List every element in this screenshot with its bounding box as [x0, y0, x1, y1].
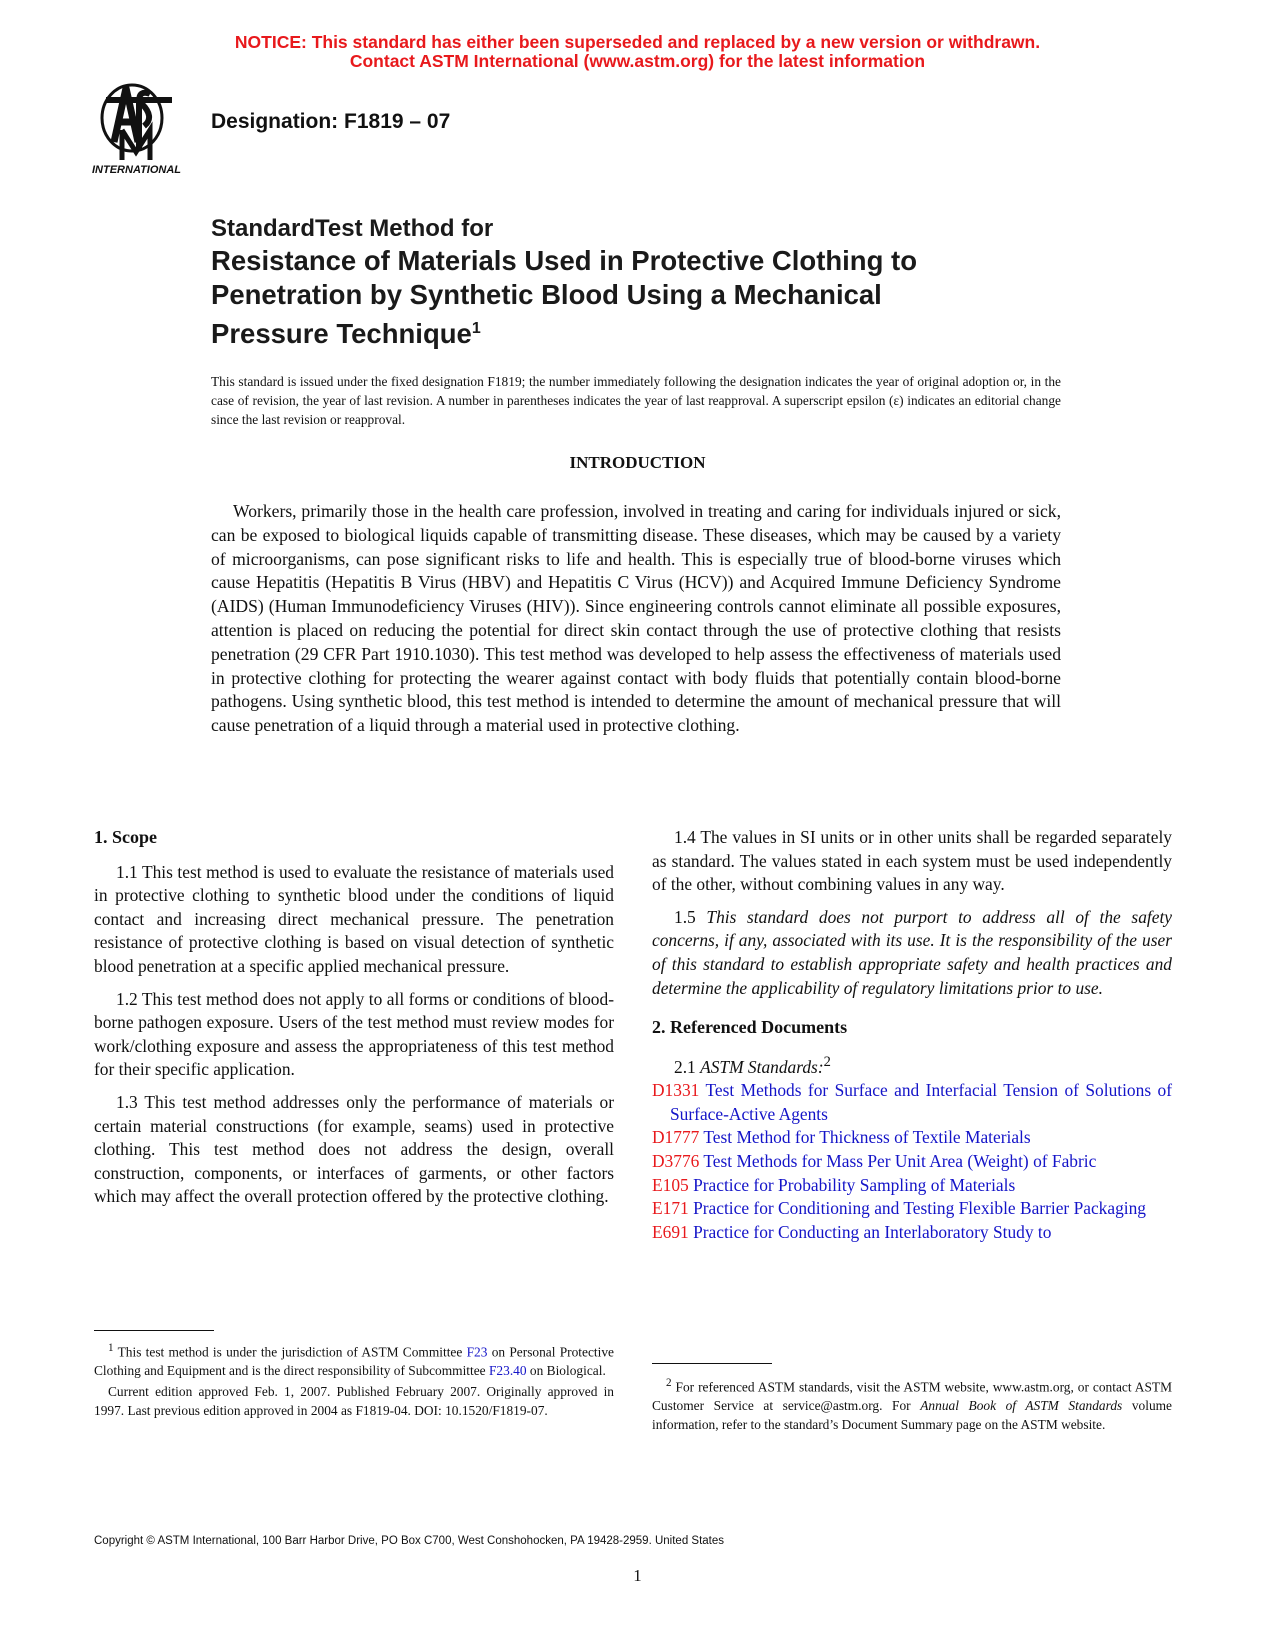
withdrawn-notice	[0, 33, 1275, 71]
title-line-3: Penetration by Synthetic Blood Using a Mechanical	[211, 279, 882, 310]
referenced-documents-heading: 2. Referenced Documents	[652, 1017, 848, 1038]
reference-code[interactable]: D3776	[652, 1150, 700, 1171]
title-line-4: Pressure Technique	[211, 318, 472, 350]
reference-e171[interactable]	[652, 1197, 1172, 1221]
copyright-line: Copyright © ASTM International, 100 Barr Harbor Drive, PO Box C700, West Conshohocken, PA 19428-2959. United States	[94, 1535, 725, 1547]
title-line-1: StandardTest Method for	[211, 215, 494, 242]
footnote-divider-left	[94, 1330, 214, 1331]
footnote-1	[94, 1339, 614, 1422]
document-title	[211, 214, 1111, 351]
reference-d1777[interactable]	[652, 1126, 1172, 1150]
section-1-2: 1.2 This test method does not apply to all forms or conditions of blood-borne pathogen exposure. Users of the test method must review modes for work/clothing exposure and assess the appropriateness of this test method for their specific application.	[94, 988, 614, 1080]
reference-title[interactable]: Test Methods for Mass Per Unit Area (Weight) of Fabric	[703, 1150, 1097, 1171]
reference-d1331[interactable]	[652, 1079, 1172, 1126]
section-1-3: 1.3 This test method addresses only the performance of materials or certain material constructions (for example, seams) used in protective clothing. This test method does not address the design, overall construction, components, or interfaces of garments, or other factors which may affect the overall protection offered by the protective clothing.	[94, 1091, 614, 1207]
footnote-1-text-b: on Personal Protective Clothing and Equipment and is the direct responsibility of Subcommittee	[94, 1344, 614, 1379]
introduction-heading: INTRODUCTION	[569, 453, 706, 472]
section-1-5-text: This standard does not purport to address all of the safety concerns, if any, associated with its use. It is the responsibility of the user of this standard to establish appropriate safety and health practices and determine the applicability of regulatory limitations prior to use.	[652, 906, 1172, 998]
title-line-2: Resistance of Materials Used in Protective Clothing to	[211, 245, 917, 276]
page-number: 1	[633, 1566, 642, 1585]
reference-code[interactable]: D1331	[652, 1080, 700, 1101]
footnote-2	[652, 1374, 1172, 1436]
subsection-footnote-marker: 2	[823, 1053, 831, 1070]
notice-line-1: NOTICE: This standard has either been superseded and replaced by a new version or withdrawn.	[234, 32, 1041, 52]
section-1-5	[652, 906, 1172, 1000]
committee-f23-link[interactable]: F23	[466, 1344, 488, 1360]
footnote-2-marker: 2	[666, 1377, 672, 1389]
footnote-2-text-b: volume information, refer to the standard’s Document Summary page on the ASTM website.	[652, 1398, 1172, 1433]
section-1-5-number: 1.5	[674, 906, 696, 927]
astm-logo	[92, 80, 200, 175]
section-1-4: 1.4 The values in SI units or in other units shall be regarded separately as standard. The values stated in each system must be used independently of the other, without combining values in any way.	[652, 827, 1172, 895]
reference-code[interactable]: E171	[652, 1198, 689, 1219]
subsection-number: 2.1	[674, 1056, 696, 1077]
subsection-label: ASTM Standards:	[700, 1056, 824, 1077]
reference-e691[interactable]	[652, 1221, 1172, 1245]
reference-title[interactable]: Practice for Conducting an Interlaboratory Study to	[693, 1221, 1052, 1242]
reference-code[interactable]: D1777	[652, 1127, 700, 1148]
section-1-1: 1.1 This test method is used to evaluate the resistance of materials used in protective clothing to synthetic blood under the conditions of liquid contact and increasing direct mechanical pressure. The penetration resistance of protective clothing is based on visual detection of synthetic blood penetration at a specific applied mechanical pressure.	[94, 861, 614, 976]
footnote-1-text-c: on Biological.	[529, 1363, 606, 1379]
notice-line-2: Contact ASTM International (www.astm.org) for the latest information	[349, 51, 926, 71]
title-footnote-marker: 1	[471, 320, 481, 337]
footnote-2-italic: Annual Book of ASTM Standards	[920, 1398, 1123, 1414]
reference-e105[interactable]	[652, 1174, 1172, 1198]
footnote-1-marker: 1	[108, 1342, 114, 1354]
subcommittee-f23-40-link[interactable]: F23.40	[488, 1363, 527, 1379]
introduction-body: Workers, primarily those in the health care profession, involved in treating and caring for individuals injured or sick, can be exposed to biological liquids capable of transmitting disease. These diseases, which may be caused by a variety of microorganisms, can pose significant risks to life and health. This is especially true of blood-borne viruses which cause Hepatitis (Hepatitis B Virus (HBV) and Hepatitis C Virus (HCV)) and Acquired Immune Deficiency Syndrome (AIDS) (Human Immunodeficiency Viruses (HIV)). Since engineering controls cannot eliminate all possible exposures, attention is placed on reducing the potential for direct skin contact through the use of protective clothing that resists penetration (29 CFR Part 1910.1030). This test method was developed to help assess the effectiveness of materials used in protective clothing for protecting the wearer against contact with body fluids that potentially contain blood-borne pathogens. Using synthetic blood, this test method is intended to determine the amount of mechanical pressure that will cause penetration of a liquid through a material used in protective clothing.	[211, 501, 1061, 736]
footnote-2-text-a: For referenced ASTM standards, visit the ASTM website, www.astm.org, or contact ASTM Customer Service at service@astm.org. For	[652, 1379, 1172, 1414]
right-column	[652, 826, 1172, 1244]
logo-text: INTERNATIONAL	[92, 164, 182, 175]
reference-code[interactable]: E691	[652, 1221, 689, 1242]
reference-code[interactable]: E105	[652, 1174, 689, 1195]
issuance-statement: This standard is issued under the fixed designation F1819; the number immediately following the designation indicates the year of original adoption or, in the case of revision, the year of last revision. A number in parentheses indicates the year of last reapproval. A superscript epsilon (ε) indicates an editorial change since the last revision or reapproval.	[211, 374, 1061, 427]
reference-title[interactable]: Test Methods for Surface and Interfacial Tension of Solutions of Surface-Active Agents	[670, 1080, 1172, 1124]
astm-logo-icon	[92, 80, 200, 175]
scope-heading: 1. Scope	[94, 827, 157, 847]
reference-title[interactable]: Test Method for Thickness of Textile Materials	[703, 1127, 1031, 1148]
left-column	[94, 826, 614, 1218]
reference-title[interactable]: Practice for Probability Sampling of Materials	[693, 1174, 1016, 1195]
reference-title[interactable]: Practice for Conditioning and Testing Flexible Barrier Packaging	[693, 1198, 1147, 1219]
astm-standards-subheading	[652, 1051, 1172, 1079]
edition-note: Current edition approved Feb. 1, 2007. Published February 2007. Originally approved in 1997. Last previous edition approved in 2004 as F1819-04. DOI: 10.1520/F1819-07.	[94, 1384, 614, 1419]
footnote-divider-right	[652, 1363, 772, 1364]
designation: Designation: F1819 – 07	[211, 110, 451, 133]
footnote-1-text-a: This test method is under the jurisdiction of ASTM Committee	[117, 1344, 463, 1360]
reference-d3776[interactable]	[652, 1150, 1172, 1174]
